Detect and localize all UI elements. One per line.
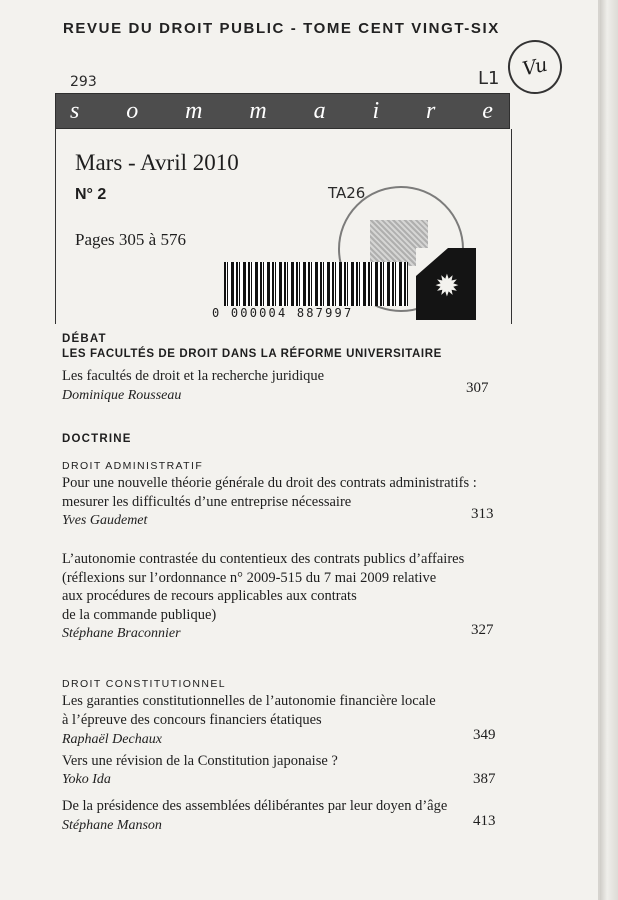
title-line: L’autonomie contrastée du contentieux des contrats publics d’affaires bbox=[62, 551, 465, 567]
section-debat: DÉBAT bbox=[62, 333, 107, 345]
section-doctrine: DOCTRINE bbox=[62, 433, 132, 445]
star-icon: ✹ bbox=[434, 270, 460, 303]
article-author: Stéphane Manson bbox=[62, 818, 162, 833]
handwritten-code: 293 bbox=[70, 74, 97, 90]
article-title: Vers une révision de la Constitution japonaise ? bbox=[62, 753, 338, 769]
publisher-logo bbox=[416, 248, 476, 320]
title-line: Les garanties constitutionnelles de l’autonomie financière locale bbox=[62, 693, 436, 709]
subsection-admin: DROIT ADMINISTRATIF bbox=[62, 460, 204, 472]
title-line: de la commande publique) bbox=[62, 606, 217, 623]
page-edge bbox=[600, 0, 618, 900]
banner-letter: i bbox=[372, 97, 382, 124]
article-author: Yoko Ida bbox=[62, 772, 111, 787]
article-title: De la présidence des assemblées délibérantes par leur doyen d’âge bbox=[62, 798, 448, 814]
banner-letter: a bbox=[313, 97, 328, 124]
title-line: mesurer les difficultés d’une entreprise nécessaire bbox=[62, 493, 352, 510]
article-author: Dominique Rousseau bbox=[62, 388, 182, 403]
title-line: à l’épreuve des concours financiers étatiques bbox=[62, 711, 322, 728]
article-title bbox=[62, 550, 464, 624]
banner-letter: s bbox=[70, 97, 82, 124]
handwritten-mark: L1 bbox=[478, 68, 500, 89]
journal-header: REVUE DU DROIT PUBLIC - TOME CENT VINGT-SIX bbox=[63, 20, 500, 37]
handwritten-stamp-code: TA26 bbox=[328, 184, 366, 202]
subsection-const: DROIT CONSTITUTIONNEL bbox=[62, 678, 226, 690]
banner-letter: m bbox=[185, 97, 205, 124]
issue-pages: Pages 305 à 576 bbox=[75, 230, 186, 249]
title-line: (réflexions sur l’ordonnance n° 2009-515 du 7 mai 2009 relative bbox=[62, 569, 437, 586]
issue-date: Mars - Avril 2010 bbox=[75, 150, 239, 175]
article-title: Les facultés de droit et la recherche juridique bbox=[62, 368, 325, 384]
article-page: 349 bbox=[473, 727, 496, 743]
article-page: 327 bbox=[471, 622, 494, 638]
banner-letter: r bbox=[426, 97, 438, 124]
banner-letter: e bbox=[482, 97, 495, 124]
article-author: Raphaël Dechaux bbox=[62, 732, 162, 747]
article-page: 387 bbox=[473, 771, 496, 787]
article-author: Stéphane Braconnier bbox=[62, 626, 181, 641]
banner-letter: o bbox=[126, 97, 141, 124]
article-page: 307 bbox=[466, 380, 489, 396]
article-page: 413 bbox=[473, 813, 496, 829]
barcode-bars bbox=[224, 262, 408, 306]
debat-heading: LES FACULTÉS DE DROIT DANS LA RÉFORME UNIVERSITAIRE bbox=[62, 348, 442, 360]
issue-number: N° 2 bbox=[75, 186, 107, 203]
banner-letter: m bbox=[249, 97, 269, 124]
barcode-number: 0 000004 887997 bbox=[212, 306, 354, 320]
article-author: Yves Gaudemet bbox=[62, 513, 148, 528]
vu-stamp-text: Vu bbox=[520, 53, 550, 81]
barcode bbox=[212, 262, 408, 322]
article-title bbox=[62, 474, 477, 511]
article-title bbox=[62, 692, 436, 729]
article-page: 313 bbox=[471, 506, 494, 522]
title-line: aux procédures de recours applicables aux contrats bbox=[62, 588, 357, 604]
title-line: Pour une nouvelle théorie générale du droit des contrats administratifs : bbox=[62, 475, 477, 491]
sommaire-banner bbox=[55, 93, 510, 129]
